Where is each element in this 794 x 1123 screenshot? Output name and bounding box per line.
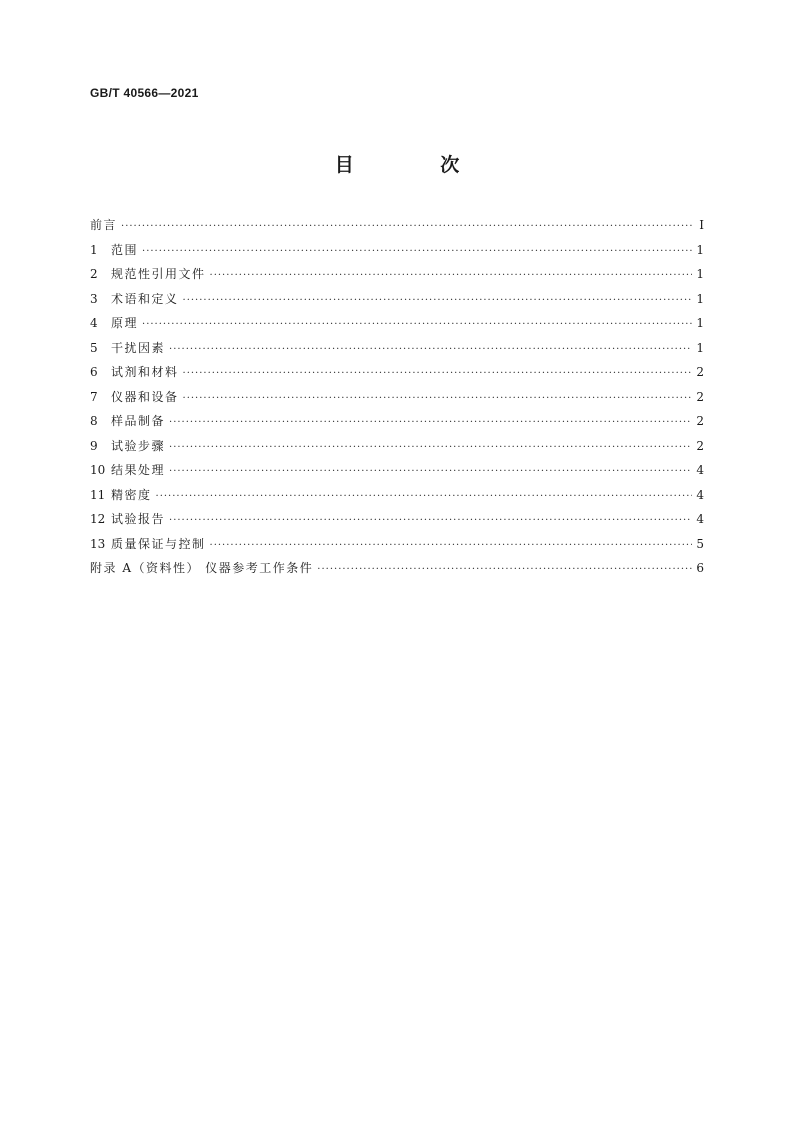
toc-leader-dots <box>169 415 692 431</box>
toc-entry-page: 5 <box>696 536 704 551</box>
table-of-contents <box>90 217 704 585</box>
toc-entry-page: 2 <box>696 365 704 379</box>
toc-entry-page: Ⅰ <box>699 218 704 232</box>
toc-entry-number: 4 <box>90 316 98 330</box>
toc-leader-dots <box>169 440 692 456</box>
toc-leader-dots <box>169 342 692 358</box>
toc-entry-label: 质量保证与控制 <box>111 536 206 551</box>
toc-entry-label: 试验报告 <box>111 512 166 526</box>
toc-entry-12[interactable] <box>90 511 704 536</box>
toc-entry-13[interactable] <box>90 536 704 561</box>
toc-entry-label: 精密度 <box>111 487 152 502</box>
toc-leader-dots <box>183 293 692 309</box>
toc-entry-number: 6 <box>90 365 98 379</box>
toc-entry-page: 4 <box>696 512 704 526</box>
toc-leader-dots <box>142 244 692 260</box>
toc-entry-page: 1 <box>696 242 704 257</box>
page-title: 目 次 <box>334 154 500 176</box>
toc-entry-page: 1 <box>696 340 704 355</box>
toc-entry-page: 4 <box>696 463 704 477</box>
toc-leader-dots <box>183 391 692 407</box>
toc-entry-page: 1 <box>696 267 704 281</box>
toc-leader-dots <box>121 219 692 235</box>
toc-entry-10[interactable] <box>90 462 704 487</box>
toc-entry-8[interactable] <box>90 413 704 438</box>
toc-entry-label: 试验步骤 <box>111 438 166 453</box>
toc-entry-1[interactable] <box>90 242 704 267</box>
toc-leader-dots <box>169 513 692 529</box>
toc-entry-label: 附录 A（资料性） 仪器参考工作条件 <box>90 561 314 575</box>
toc-entry-4[interactable] <box>90 315 704 340</box>
toc-leader-dots <box>169 464 692 480</box>
toc-entry-label: 原理 <box>111 316 139 330</box>
toc-entry-2[interactable] <box>90 266 704 291</box>
toc-entry-number: 9 <box>90 438 98 453</box>
toc-entry-label: 术语和定义 <box>111 291 179 306</box>
toc-entry-page: 2 <box>696 438 704 453</box>
toc-leader-dots <box>156 489 692 505</box>
toc-entry-page: 1 <box>696 316 704 330</box>
toc-entry-label: 规范性引用文件 <box>111 267 206 281</box>
standard-number: GB/T 40566—2021 <box>90 86 199 100</box>
toc-entry-page: 2 <box>696 414 704 428</box>
toc-entry-number: 11 <box>90 487 106 502</box>
toc-entry-9[interactable] <box>90 438 704 463</box>
toc-leader-dots <box>183 366 692 382</box>
toc-leader-dots <box>210 268 692 284</box>
toc-entry-label: 结果处理 <box>111 463 166 477</box>
toc-entry-label: 仪器和设备 <box>111 389 179 404</box>
toc-entry-foreword[interactable] <box>90 217 704 242</box>
toc-entry-11[interactable] <box>90 487 704 512</box>
toc-entry-label: 范围 <box>111 242 139 257</box>
toc-entry-5[interactable] <box>90 340 704 365</box>
toc-entry-number: 12 <box>90 512 106 526</box>
toc-entry-label: 试剂和材料 <box>111 365 179 379</box>
toc-entry-label: 干扰因素 <box>111 340 166 355</box>
toc-entry-number: 7 <box>90 389 98 404</box>
toc-entry-label: 样品制备 <box>111 414 166 428</box>
toc-entry-page: 4 <box>696 487 704 502</box>
toc-leader-dots <box>210 538 692 554</box>
toc-entry-number: 8 <box>90 414 98 428</box>
toc-entry-page: 2 <box>696 389 704 404</box>
toc-entry-number: 3 <box>90 291 98 306</box>
toc-entry-number: 13 <box>90 536 106 551</box>
toc-leader-dots <box>142 317 692 333</box>
toc-leader-dots <box>317 562 692 578</box>
toc-entry-number: 2 <box>90 267 98 281</box>
toc-entry-6[interactable] <box>90 364 704 389</box>
toc-entry-3[interactable] <box>90 291 704 316</box>
toc-entry-appendix-a[interactable] <box>90 560 704 585</box>
toc-entry-number: 5 <box>90 340 98 355</box>
toc-entry-page: 1 <box>696 291 704 306</box>
toc-entry-page: 6 <box>696 561 704 575</box>
toc-entry-7[interactable] <box>90 389 704 414</box>
toc-entry-label: 前言 <box>90 218 118 232</box>
toc-entry-number: 10 <box>90 463 106 477</box>
toc-entry-number: 1 <box>90 242 98 257</box>
